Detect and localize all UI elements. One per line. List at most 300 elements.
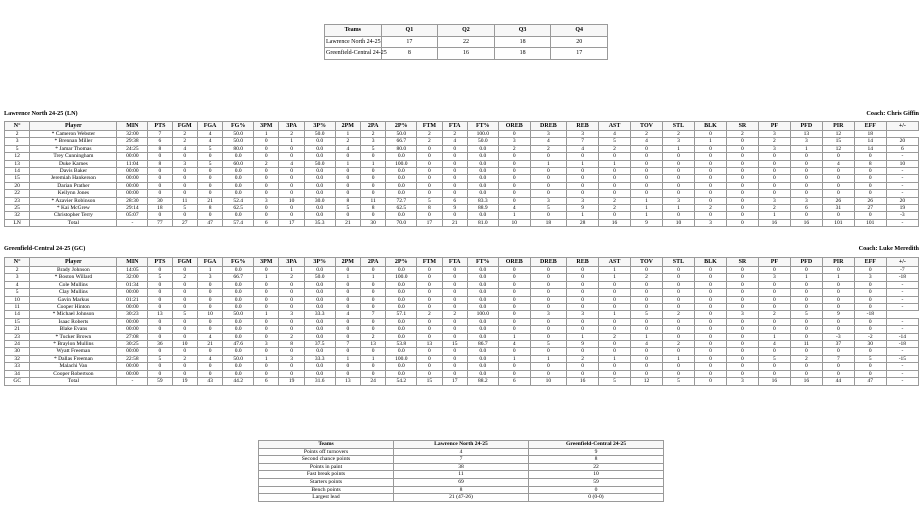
- table-cell: 0: [530, 175, 566, 182]
- table-cell: 80.0: [223, 145, 254, 152]
- table-cell: -: [886, 363, 918, 370]
- table-cell: 0: [197, 168, 222, 175]
- table-cell: 00:00: [117, 318, 148, 325]
- table-cell: 50.0: [304, 160, 335, 167]
- table-cell: 0: [148, 326, 172, 333]
- table-cell: 0.0: [386, 190, 417, 197]
- table-cell: 0: [790, 267, 822, 274]
- table-cell: 13: [148, 311, 172, 318]
- table-cell: 10: [172, 341, 197, 348]
- table-cell: 0: [790, 153, 822, 160]
- table-cell: 7: [148, 131, 172, 138]
- table-cell: 0: [279, 304, 304, 311]
- table-cell: 1: [662, 355, 694, 362]
- table-cell: 0: [172, 175, 197, 182]
- table-cell: 50.0: [223, 311, 254, 318]
- table-cell: 0.0: [386, 370, 417, 377]
- column-header: 2PM: [335, 258, 360, 267]
- table-cell: 0: [631, 168, 663, 175]
- table-cell: 2: [417, 131, 442, 138]
- table-cell: Second chance points: [259, 456, 394, 464]
- table-cell: 2: [498, 145, 530, 152]
- table-cell: 0: [631, 145, 663, 152]
- table-cell: 2: [662, 341, 694, 348]
- table-cell: 0.0: [304, 182, 335, 189]
- table-cell: 17: [417, 219, 442, 226]
- table-cell: 3: [758, 145, 790, 152]
- table-cell: 20: [551, 36, 608, 48]
- table-cell: 0.0: [304, 333, 335, 340]
- table-cell: 44.2: [223, 378, 254, 385]
- table-cell: 0: [758, 348, 790, 355]
- team-header-gc: [4, 245, 919, 252]
- table-row: [5, 153, 919, 160]
- table-row: [5, 281, 919, 288]
- table-cell: 0: [197, 289, 222, 296]
- table-cell: 0.0: [223, 326, 254, 333]
- table-cell: 0: [148, 296, 172, 303]
- table-cell: 0: [530, 182, 566, 189]
- column-header: FT%: [467, 122, 498, 131]
- table-cell: 0: [417, 267, 442, 274]
- table-cell: 0: [360, 168, 385, 175]
- table-cell: 0: [197, 190, 222, 197]
- table-cell: 0: [279, 190, 304, 197]
- table-cell: 8: [381, 48, 438, 60]
- quarter-header-row: [325, 25, 608, 37]
- column-header: Q3: [494, 25, 551, 37]
- table-cell: 0.0: [304, 267, 335, 274]
- table-cell: 3: [360, 138, 385, 145]
- table-cell: 0: [172, 212, 197, 219]
- table-cell: 1: [631, 212, 663, 219]
- table-cell: 0: [417, 326, 442, 333]
- table-cell: 2: [417, 311, 442, 318]
- table-cell: 0: [417, 274, 442, 281]
- table-cell: 30:25: [117, 341, 148, 348]
- table-cell: 0: [335, 168, 360, 175]
- column-header: N°: [5, 258, 30, 267]
- table-cell: 0.0: [467, 212, 498, 219]
- table-cell: 0: [254, 370, 279, 377]
- table-cell: 0: [498, 289, 530, 296]
- table-cell: 0.0: [467, 333, 498, 340]
- table-cell: 2: [442, 131, 467, 138]
- table-cell: 0: [417, 175, 442, 182]
- table-cell: 0: [662, 296, 694, 303]
- table-cell: 0: [335, 333, 360, 340]
- table-cell: 0.0: [223, 267, 254, 274]
- column-header: AST: [599, 122, 631, 131]
- table-cell: 00:00: [117, 326, 148, 333]
- table-cell: 0: [530, 333, 566, 340]
- table-cell: 0: [567, 318, 599, 325]
- table-cell: -14: [886, 333, 918, 340]
- table-cell: 8: [529, 456, 664, 464]
- table-cell: 00:00: [117, 304, 148, 311]
- column-header: EFF: [854, 258, 886, 267]
- table-cell: 22: [438, 36, 495, 48]
- table-cell: 0: [694, 131, 726, 138]
- table-cell: 0.0: [467, 363, 498, 370]
- table-cell: 5: [172, 311, 197, 318]
- table-cell: 4: [335, 145, 360, 152]
- table-cell: Lawrence North 24-25: [325, 36, 382, 48]
- table-cell: 0: [694, 267, 726, 274]
- table-cell: 1: [599, 274, 631, 281]
- table-cell: 3: [567, 311, 599, 318]
- table-cell: 0: [822, 281, 854, 288]
- table-cell: 3: [854, 274, 886, 281]
- table-cell: 10: [529, 471, 664, 479]
- table-cell: 0: [172, 190, 197, 197]
- table-cell: 0.0: [386, 326, 417, 333]
- table-cell: 3: [662, 138, 694, 145]
- table-cell: 0: [694, 348, 726, 355]
- table-cell: 100.0: [467, 131, 498, 138]
- table-cell: 0: [360, 289, 385, 296]
- table-cell: 0: [335, 348, 360, 355]
- table-cell: 0: [822, 153, 854, 160]
- table-cell: 1: [631, 205, 663, 212]
- table-cell: 10: [498, 219, 530, 226]
- table-cell: 0: [822, 267, 854, 274]
- table-cell: 0: [694, 175, 726, 182]
- table-cell: 0.0: [467, 175, 498, 182]
- table-cell: 0: [631, 190, 663, 197]
- table-cell: 0: [599, 168, 631, 175]
- table-cell: 0: [417, 304, 442, 311]
- summary-row: [259, 494, 664, 502]
- coach-name: Coach: Chris Giffin: [866, 110, 919, 117]
- table-cell: 14: [854, 138, 886, 145]
- column-header: OREB: [498, 122, 530, 131]
- table-cell: 0.0: [467, 281, 498, 288]
- table-cell: 0.0: [467, 326, 498, 333]
- table-cell: 30: [854, 341, 886, 348]
- column-header: DREB: [530, 122, 566, 131]
- table-cell: 11:04: [117, 160, 148, 167]
- table-cell: 0: [498, 363, 530, 370]
- table-cell: 0: [498, 190, 530, 197]
- column-header: N°: [5, 122, 30, 131]
- table-cell: 0: [197, 153, 222, 160]
- table-cell: 2: [599, 197, 631, 204]
- table-cell: 05:07: [117, 212, 148, 219]
- table-cell: 14: [5, 311, 30, 318]
- table-cell: 0.0: [386, 182, 417, 189]
- table-row: [5, 363, 919, 370]
- table-cell: -15: [886, 355, 918, 362]
- table-cell: 0: [662, 267, 694, 274]
- column-header: PTS: [148, 122, 172, 131]
- table-cell: 0: [822, 296, 854, 303]
- table-cell: 0: [442, 370, 467, 377]
- table-cell: 50.0: [223, 131, 254, 138]
- table-cell: 1: [279, 267, 304, 274]
- table-cell: 57.4: [223, 219, 254, 226]
- table-cell: 0: [442, 145, 467, 152]
- table-cell: 2: [335, 138, 360, 145]
- table-cell: 0: [599, 182, 631, 189]
- table-cell: GC: [5, 378, 30, 385]
- table-cell: 3: [279, 355, 304, 362]
- table-cell: 0: [279, 326, 304, 333]
- table-cell: 0: [599, 296, 631, 303]
- table-cell: 1: [279, 138, 304, 145]
- table-cell: 0: [567, 153, 599, 160]
- table-cell: 0.0: [467, 160, 498, 167]
- table-cell: 0: [662, 370, 694, 377]
- table-row: [5, 138, 919, 145]
- table-cell: 0: [726, 274, 758, 281]
- table-cell: 88.2: [467, 378, 498, 385]
- table-cell: 15: [442, 341, 467, 348]
- table-cell: 0: [599, 304, 631, 311]
- table-cell: 66.7: [223, 274, 254, 281]
- table-cell: 0: [662, 326, 694, 333]
- table-cell: 50.0: [467, 138, 498, 145]
- table-cell: 1: [822, 274, 854, 281]
- table-cell: 0: [854, 296, 886, 303]
- table-cell: 16: [790, 219, 822, 226]
- column-header: DREB: [530, 258, 566, 267]
- table-cell: 0: [148, 182, 172, 189]
- table-cell: 37: [822, 341, 854, 348]
- table-cell: -: [886, 153, 918, 160]
- table-cell: -: [886, 175, 918, 182]
- table-cell: 0: [726, 205, 758, 212]
- table-cell: 0: [662, 168, 694, 175]
- table-cell: 00:00: [117, 175, 148, 182]
- table-row: [5, 131, 919, 138]
- table-cell: 2: [758, 311, 790, 318]
- table-cell: 83.3: [467, 197, 498, 204]
- table-cell: 0: [694, 145, 726, 152]
- table-cell: 0: [360, 318, 385, 325]
- table-cell: 18: [494, 48, 551, 60]
- table-cell: 0: [197, 318, 222, 325]
- table-cell: 47.6: [223, 341, 254, 348]
- table-cell: 4: [394, 448, 529, 456]
- column-header: Lawrence North 24-25: [394, 441, 529, 449]
- table-cell: 13: [360, 341, 385, 348]
- table-cell: 8: [417, 205, 442, 212]
- table-cell: 0.0: [467, 182, 498, 189]
- table-cell: 0: [279, 205, 304, 212]
- table-cell: 20: [886, 197, 918, 204]
- column-header: PIR: [822, 122, 854, 131]
- table-cell: 8: [335, 197, 360, 204]
- table-cell: 0.0: [386, 153, 417, 160]
- table-cell: 59: [148, 378, 172, 385]
- column-header: Player: [30, 258, 117, 267]
- table-cell: 0: [172, 296, 197, 303]
- table-cell: 0: [758, 267, 790, 274]
- table-cell: 30: [148, 197, 172, 204]
- table-cell: 2: [5, 131, 30, 138]
- table-cell: 0.0: [304, 289, 335, 296]
- table-cell: 0: [335, 296, 360, 303]
- table-cell: 0: [567, 274, 599, 281]
- table-cell: 0: [417, 145, 442, 152]
- column-header: Teams: [325, 25, 382, 37]
- table-cell: 5: [5, 145, 30, 152]
- table-cell: 70.0: [386, 219, 417, 226]
- table-cell: 0: [567, 289, 599, 296]
- table-cell: 0: [567, 304, 599, 311]
- table-cell: 0: [530, 296, 566, 303]
- table-cell: 0.0: [467, 168, 498, 175]
- table-cell: 0: [694, 311, 726, 318]
- table-cell: 13: [5, 160, 30, 167]
- table-cell: -: [886, 326, 918, 333]
- table-cell: 0: [758, 304, 790, 311]
- table-cell: 0: [758, 190, 790, 197]
- column-header: BLK: [694, 122, 726, 131]
- column-header: 2P%: [386, 258, 417, 267]
- table-cell: 0: [254, 145, 279, 152]
- table-cell: 0: [279, 153, 304, 160]
- table-cell: 2: [254, 160, 279, 167]
- table-cell: 0: [279, 168, 304, 175]
- table-row: [5, 160, 919, 167]
- table-cell: 0: [822, 348, 854, 355]
- table-cell: 1: [335, 274, 360, 281]
- table-cell: 4: [172, 145, 197, 152]
- table-cell: -: [886, 296, 918, 303]
- column-header: MIN: [117, 122, 148, 131]
- table-cell: 0: [694, 274, 726, 281]
- table-cell: 0: [148, 281, 172, 288]
- table-cell: 1: [567, 212, 599, 219]
- table-cell: 0: [726, 168, 758, 175]
- summary-row: [259, 448, 664, 456]
- column-header: 3PM: [254, 122, 279, 131]
- table-cell: 0: [254, 333, 279, 340]
- table-cell: 6: [442, 197, 467, 204]
- table-cell: 0: [726, 370, 758, 377]
- column-header: 3PA: [279, 258, 304, 267]
- table-cell: 60.0: [223, 160, 254, 167]
- table-cell: 5: [197, 160, 222, 167]
- table-cell: 17: [279, 219, 304, 226]
- table-cell: 0: [279, 175, 304, 182]
- table-cell: 0: [694, 341, 726, 348]
- table-cell: 88.9: [467, 205, 498, 212]
- table-cell: 0: [854, 289, 886, 296]
- table-cell: 0: [599, 348, 631, 355]
- table-cell: 0: [790, 212, 822, 219]
- table-cell: 5: [599, 138, 631, 145]
- table-cell: 2: [279, 131, 304, 138]
- table-cell: 0: [758, 160, 790, 167]
- table-cell: 27: [854, 205, 886, 212]
- column-header: FTM: [417, 122, 442, 131]
- table-cell: 0: [442, 296, 467, 303]
- table-cell: 0: [254, 182, 279, 189]
- table-cell: -: [886, 304, 918, 311]
- table-cell: 1: [599, 160, 631, 167]
- table-cell: 0: [662, 318, 694, 325]
- table-cell: 0: [442, 355, 467, 362]
- table-cell: 0: [172, 348, 197, 355]
- table-cell: Cooper Hinton: [30, 304, 117, 311]
- table-row: [5, 267, 919, 274]
- table-cell: 4: [758, 341, 790, 348]
- table-cell: 2: [726, 131, 758, 138]
- table-cell: 0.0: [304, 296, 335, 303]
- table-cell: 0: [417, 168, 442, 175]
- column-header: FGM: [172, 122, 197, 131]
- table-cell: 1: [254, 311, 279, 318]
- box-header-row: [5, 122, 919, 131]
- table-cell: 1: [599, 311, 631, 318]
- table-cell: 0: [172, 289, 197, 296]
- table-cell: 22: [529, 463, 664, 471]
- table-cell: 0: [335, 326, 360, 333]
- table-cell: 3: [530, 197, 566, 204]
- table-cell: 5: [631, 311, 663, 318]
- table-cell: Darian Prather: [30, 182, 117, 189]
- table-cell: 0: [726, 326, 758, 333]
- table-cell: 30:23: [117, 311, 148, 318]
- table-cell: 0: [662, 363, 694, 370]
- table-cell: 0: [442, 281, 467, 288]
- table-cell: 0: [567, 370, 599, 377]
- table-cell: 0: [790, 333, 822, 340]
- column-header: FTM: [417, 258, 442, 267]
- table-cell: 0: [726, 363, 758, 370]
- column-header: 3PM: [254, 258, 279, 267]
- table-cell: 0: [529, 486, 664, 494]
- table-cell: 0: [599, 190, 631, 197]
- table-cell: 0: [694, 212, 726, 219]
- table-cell: 3: [662, 197, 694, 204]
- table-cell: 13: [790, 131, 822, 138]
- table-cell: 0: [254, 205, 279, 212]
- table-cell: 2: [662, 131, 694, 138]
- table-cell: 0: [417, 212, 442, 219]
- table-cell: 0.0: [386, 296, 417, 303]
- table-cell: 0: [631, 175, 663, 182]
- table-cell: -: [886, 281, 918, 288]
- table-cell: 15: [822, 138, 854, 145]
- table-cell: 0: [498, 326, 530, 333]
- column-header: FTA: [442, 122, 467, 131]
- table-cell: 5: [148, 355, 172, 362]
- table-cell: 1: [360, 274, 385, 281]
- table-cell: 6: [790, 205, 822, 212]
- table-cell: 0: [758, 289, 790, 296]
- table-cell: 0: [254, 304, 279, 311]
- table-cell: 0: [854, 281, 886, 288]
- table-cell: 1: [254, 131, 279, 138]
- table-cell: 0: [148, 153, 172, 160]
- table-cell: 52.4: [223, 197, 254, 204]
- table-cell: 0.0: [467, 274, 498, 281]
- table-cell: 0: [599, 341, 631, 348]
- table-cell: 5: [417, 197, 442, 204]
- table-cell: 0.0: [223, 370, 254, 377]
- table-cell: 0.0: [386, 212, 417, 219]
- table-cell: 0: [254, 281, 279, 288]
- table-cell: 3: [254, 197, 279, 204]
- column-header: +/-: [886, 258, 918, 267]
- table-cell: 21: [197, 197, 222, 204]
- table-cell: 2: [599, 145, 631, 152]
- table-cell: 1: [758, 333, 790, 340]
